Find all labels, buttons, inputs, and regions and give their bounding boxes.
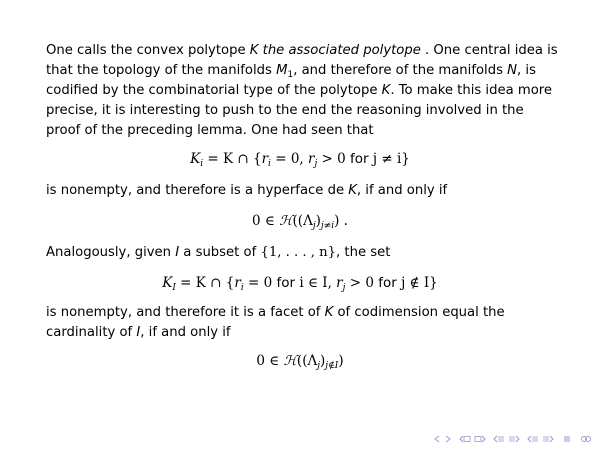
math-text: 0 ∈ <box>256 353 284 369</box>
math-calligraphic-H: ℋ <box>279 213 293 229</box>
math-calligraphic-H: ℋ <box>283 353 297 369</box>
math-subscript: j <box>317 361 321 371</box>
math-subscript: 1 <box>287 70 294 80</box>
paragraph-facet <box>46 303 562 343</box>
math-subscript: i <box>200 159 204 169</box>
math-r: r <box>234 275 241 291</box>
paragraph-hyperface <box>46 181 562 201</box>
math-K: K <box>249 43 259 58</box>
math-K: K <box>190 151 201 167</box>
math-r: r <box>308 151 315 167</box>
math-N: N <box>507 63 518 78</box>
math-text: ((Λ <box>292 213 313 229</box>
math-text: = 0 <box>243 275 277 291</box>
subsection-prev-icon[interactable] <box>459 435 471 445</box>
text: , and therefore of the manifolds <box>293 63 508 78</box>
math-subscript: j <box>312 221 316 231</box>
math-word-for: for <box>276 275 296 291</box>
search-icon[interactable] <box>580 435 592 445</box>
equation-KI <box>0 273 600 293</box>
math-text: 0 ∈ <box>252 213 280 229</box>
subsection-next-icon[interactable] <box>474 435 486 445</box>
math-M: M <box>276 63 288 78</box>
text: is nonempty, and therefore is a hyperface de <box>46 183 349 198</box>
math-text: ) <box>315 213 321 229</box>
math-r: r <box>336 275 343 291</box>
text: of codimension equal the cardinality of <box>46 305 505 340</box>
math-word-for: for <box>350 151 369 167</box>
math-text: > 0 <box>345 275 379 291</box>
equation-hull-condition-I <box>0 351 600 371</box>
text: . One central idea is that the topology of the manifolds <box>46 43 558 78</box>
math-K: K <box>348 183 357 198</box>
section-next-icon[interactable] <box>508 435 520 445</box>
math-text: j ∉ I} <box>396 275 438 291</box>
math-text: = K ∩ { <box>203 151 262 167</box>
slide-prev-icon[interactable] <box>527 435 539 445</box>
paragraph-associated-polytope <box>46 41 562 141</box>
math-subscript: I <box>172 283 176 293</box>
equation-hull-condition-i <box>0 211 600 231</box>
math-set: {1, . . . , n} <box>260 245 337 260</box>
toc-icon[interactable] <box>563 435 571 445</box>
math-I: I <box>175 245 180 260</box>
math-I: I <box>136 325 141 340</box>
text: , if and only if <box>356 183 448 198</box>
frame-next-icon[interactable] <box>444 435 452 445</box>
math-subscript: j <box>342 283 346 293</box>
slide-next-icon[interactable] <box>542 435 554 445</box>
equation-Ki <box>0 149 600 169</box>
emphasis-associated-polytope: the associated polytope <box>258 43 421 58</box>
math-K: K <box>162 275 173 291</box>
math-text: = K ∩ { <box>175 275 235 291</box>
section-prev-icon[interactable] <box>493 435 505 445</box>
math-subscript: j∉I <box>325 361 339 371</box>
text: . To make this idea more precise, it is interesting to push to the end the reasoning involved in the proof of the preceding lemma. One had seen that <box>46 83 553 138</box>
math-text: ) <box>320 353 326 369</box>
math-text: j ≠ i} <box>368 151 410 167</box>
math-subscript: i <box>268 159 271 169</box>
math-text: = 0, <box>270 151 308 167</box>
math-r: r <box>261 151 269 167</box>
text: One calls the convex polytope <box>46 43 250 58</box>
text: is nonempty, and therefore it is a facet of <box>46 305 325 320</box>
math-text: ) . <box>334 213 348 229</box>
text: a subset of <box>179 245 261 260</box>
math-text: ) <box>338 353 344 369</box>
math-K: K <box>324 305 334 320</box>
text: , if and only if <box>140 325 231 340</box>
math-K: K <box>381 83 391 98</box>
frame-prev-icon[interactable] <box>433 435 441 445</box>
paragraph-analogously <box>46 243 562 263</box>
math-subscript: i <box>240 283 244 293</box>
text: , the set <box>336 245 391 260</box>
math-text: i ∈ I, <box>295 275 337 291</box>
math-subscript: j≠i <box>320 221 335 231</box>
math-text: ((Λ <box>296 353 318 369</box>
math-text: > 0 <box>317 151 351 167</box>
math-word-for: for <box>378 275 397 291</box>
math-subscript: j <box>314 159 318 169</box>
beamer-navigation-bar <box>433 435 592 445</box>
text: , is codified by the combinatorial type of the polytope <box>46 63 536 98</box>
text: Analogously, given <box>46 245 176 260</box>
